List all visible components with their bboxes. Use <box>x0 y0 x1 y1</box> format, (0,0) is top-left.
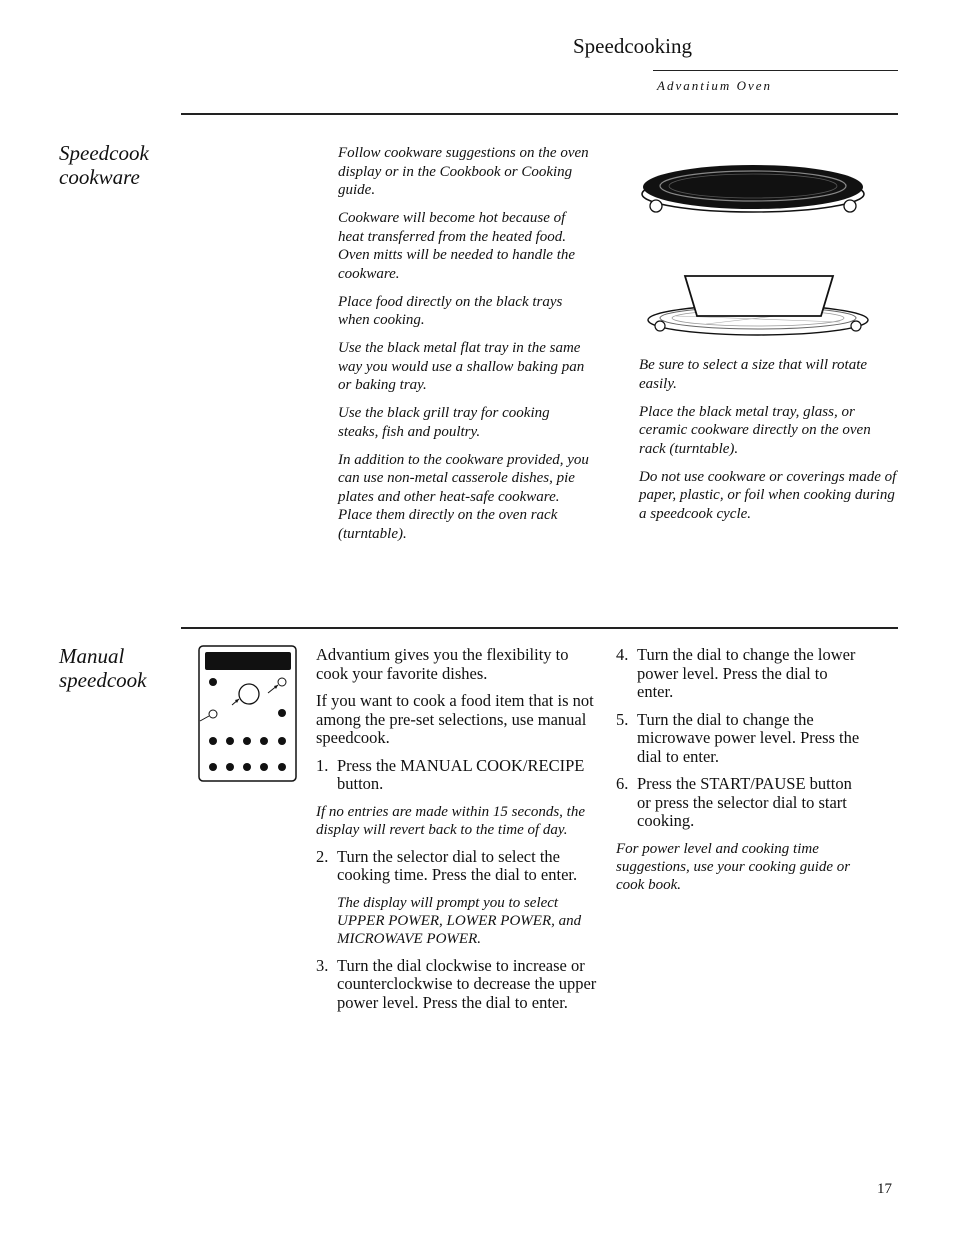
step-text: Turn the dial clockwise to increase or counterclockwise to decrease the upper power level. Press the dial to enter. <box>337 955 597 1012</box>
step-6 <box>616 775 861 831</box>
cookware-paragraph: Place the black metal tray, glass, or ceramic cookware directly on the oven rack (turntable). <box>639 403 871 457</box>
power-level-note: For power level and cooking time suggestions, use your cooking guide or cook book. <box>616 840 851 893</box>
intro-paragraph: If you want to cook a food item that is not among the pre-set selections, use manual speedcook. <box>316 691 594 747</box>
section-title-line2: cookware <box>59 165 140 189</box>
page-header-subtitle: Advantium Oven <box>657 78 773 93</box>
cookware-paragraph: Place food directly on the black trays when cooking. <box>338 293 563 328</box>
cookware-paragraph: Use the black metal flat tray in the same way you would use a shallow baking pan or baking tray. <box>338 340 585 393</box>
manual-speedcook-column-2 <box>616 646 861 903</box>
step-number: 6. <box>616 774 629 793</box>
cookware-right-column <box>639 356 899 533</box>
step-text: Turn the dial to change the lower power level. Press the dial to enter. <box>637 645 856 701</box>
cookware-paragraph: Use the black grill tray for cooking steaks, fish and poultry. <box>338 405 550 440</box>
step-number: 3. <box>316 955 329 975</box>
control-panel-illustration <box>198 645 298 783</box>
step-2 <box>316 848 601 885</box>
step-5 <box>616 711 861 767</box>
step-text: Press the MANUAL COOK/RECIPE button. <box>337 755 585 793</box>
section-divider-cookware <box>181 113 898 115</box>
step-number: 2. <box>316 846 329 866</box>
step-number: 1. <box>316 755 329 775</box>
step-text: Press the START/PAUSE button or press the selector dial to start cooking. <box>637 774 852 830</box>
manual-speedcook-column-1 <box>316 646 601 1021</box>
step-1 <box>316 757 601 794</box>
section-title-speedcook-cookware <box>59 141 149 189</box>
step-number: 5. <box>616 709 629 729</box>
section-divider-manual-speedcook <box>181 627 898 629</box>
cookware-paragraph: Follow cookware suggestions on the oven display or in the Cookbook or Cooking guide. <box>338 145 589 198</box>
flat-tray-on-turntable-illustration <box>638 160 868 220</box>
cookware-paragraph: Do not use cookware or coverings made of paper, plastic, or foil when cooking during a speedcook cycle. <box>639 468 897 522</box>
cookware-paragraph: Cookware will become hot because of heat transferred from the heated food. Oven mitts will be needed to handle the cookware. <box>338 210 576 282</box>
section-title-line1: Manual <box>59 644 125 668</box>
casserole-dish-on-turntable-illustration <box>646 272 871 340</box>
section-title-manual-speedcook <box>59 644 146 692</box>
step-number: 4. <box>616 645 629 664</box>
page-number: 17 <box>877 1181 892 1197</box>
intro-paragraph: Advantium gives you the flexibility to cook your favorite dishes. <box>316 645 569 683</box>
step-2-note: The display will prompt you to select UPPER POWER, LOWER POWER, and MICROWAVE POWER. <box>337 894 582 947</box>
page-header-title: Speedcooking <box>573 34 692 58</box>
step-text: Turn the selector dial to select the cooking time. Press the dial to enter. <box>337 846 578 884</box>
section-title-line1: Speedcook <box>59 141 149 165</box>
cookware-left-column <box>338 144 593 553</box>
step-3 <box>316 957 601 1013</box>
header-divider <box>653 70 898 71</box>
cookware-paragraph: In addition to the cookware provided, you can use non-metal casserole dishes, pie plates and other heat-safe cookware. Place them directly on the oven rack (turntable). <box>338 451 589 542</box>
step-4 <box>616 646 861 702</box>
cookware-paragraph: Be sure to select a size that will rotate easily. <box>639 357 868 392</box>
section-title-line2: speedcook <box>59 668 147 692</box>
step-1-note: If no entries are made within 15 seconds, the display will revert back to the time of day. <box>316 803 585 838</box>
step-text: Turn the dial to change the microwave power level. Press the dial to enter. <box>637 709 860 766</box>
